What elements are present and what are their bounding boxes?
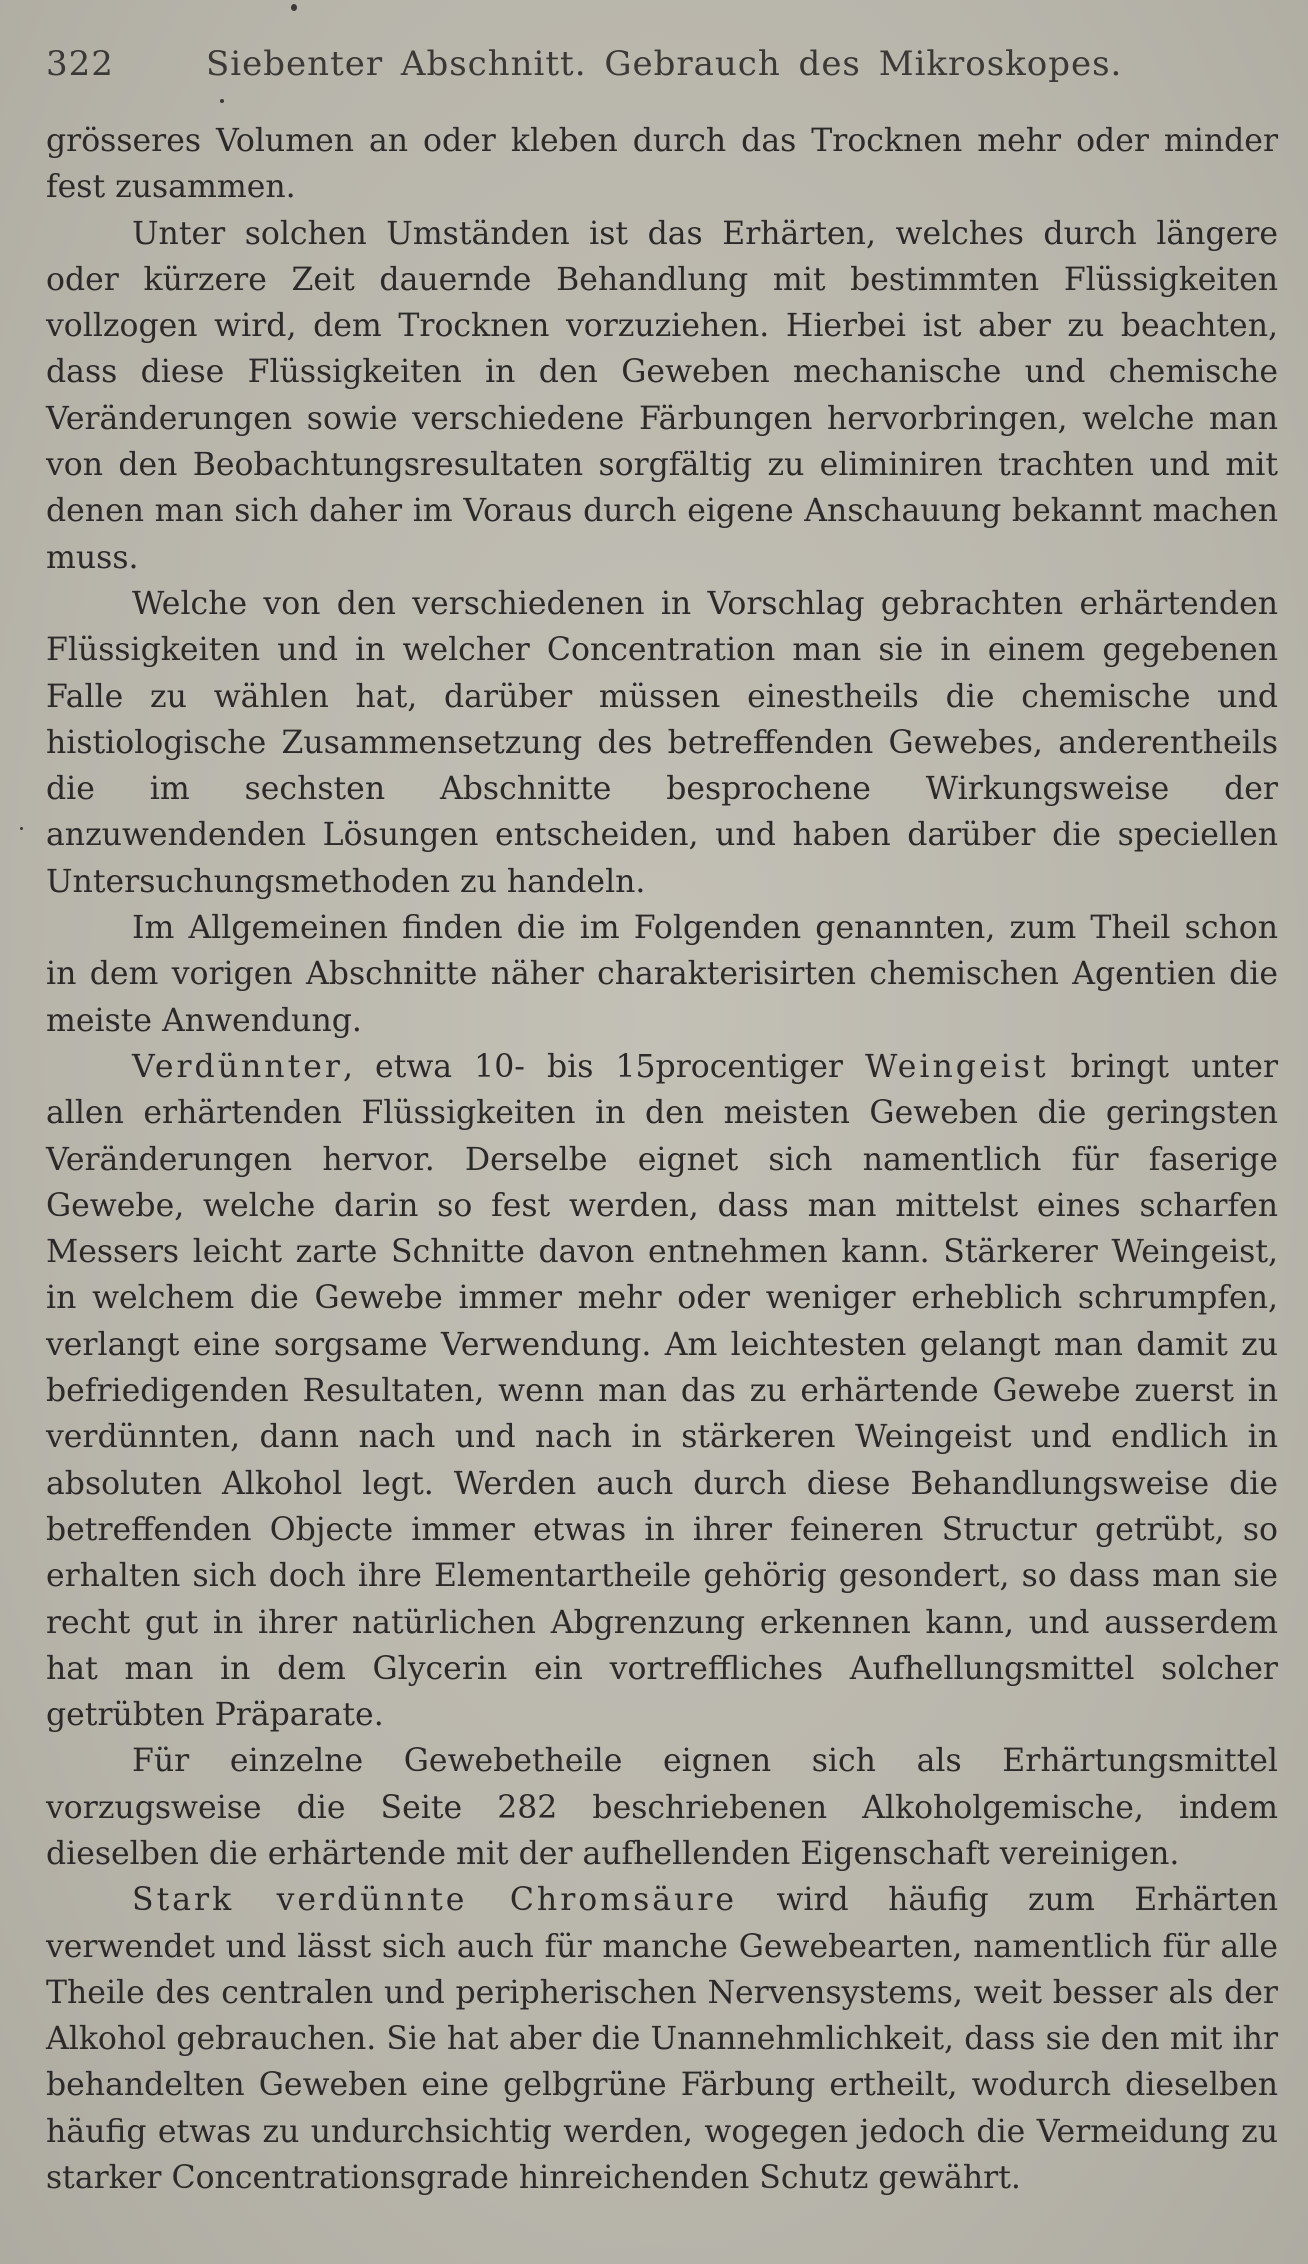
paragraph (46, 211, 1278, 581)
paragraph (46, 1877, 1278, 2201)
paragraph-text: Für einzelne Gewebetheile eignen sich als Erhärtungsmittel vorzugsweise die Seite 282 beschriebenen Alkoholgemische, indem dieselben die erhärtende mit der aufhellenden Eigenschaft vereinigen. (46, 1743, 1278, 1872)
paragraph (46, 1738, 1278, 1877)
paragraph-text: grösseres Volumen an oder kleben durch das Trocknen mehr oder minder fest zusammen. (46, 123, 1278, 206)
paragraph-text: , etwa 10- bis 15procentiger (342, 1048, 865, 1085)
paragraph-text: Im Allgemeinen finden die im Folgenden genannten, zum Theil schon in dem vorigen Abschnitte näher charakterisirten chemischen Agentien die meiste Anwendung. (46, 910, 1278, 1039)
paragraph (46, 118, 1278, 211)
emphasized-term: Verdünnter (132, 1048, 343, 1085)
emphasized-term: Stark verdünnte Chromsäure (132, 1882, 738, 1919)
paragraph-text: bringt unter allen erhärtenden Flüssigkeiten in den meisten Geweben die geringsten Veränderungen hervor. Derselbe eignet sich namentlich für faserige Gewebe, welche darin so fest werden, dass man mittelst eines scharfen Messers leicht zarte Schnitte davon entnehmen kann. Stärkerer Weingeist, in welchem die Gewebe immer mehr oder weniger erheblich schrumpfen, verlangt eine sorgsame Verwendung. Am leichtesten gelangt man damit zu befriedigenden Resultaten, wenn man das zu erhärtende Gewebe zuerst in verdünnten, dann nach und nach in stärkeren Weingeist und endlich in absoluten Alkohol legt. Werden auch durch diese Behandlungsweise die betreffenden Objecte immer etwas in ihrer feineren Structur getrübt, so erhalten sich doch ihre Elementartheile gehörig gesondert, so dass man sie recht gut in ihrer natürlichen Abgrenzung erkennen kann, und ausserdem hat man in dem Glycerin ein vortreffliches Aufhellungsmittel solcher getrübten Präparate. (46, 1048, 1278, 1734)
paragraph (46, 905, 1278, 1044)
paragraph-text: Welche von den verschiedenen in Vorschlag gebrachten erhärtenden Flüssigkeiten und in welcher Concentration man sie in einem gegebenen Falle zu wählen hat, darüber müssen einestheils die chemische und histiologische Zusammensetzung des betreffenden Gewebes, anderentheils die im sechsten Abschnitte besprochene Wirkungsweise der anzuwendenden Lösungen entscheiden, und haben darüber die speciellen Untersuchungsmethoden zu handeln. (46, 585, 1278, 900)
paragraph (46, 1044, 1278, 1738)
paragraph-text: wird häufig zum Erhärten verwendet und lässt sich auch für manche Gewebearten, namentlich für alle Theile des centralen und peripherischen Nervensystems, weit besser als der Alkohol gebrauchen. Sie hat aber die Unannehmlichkeit, dass sie den mit ihr behandelten Geweben eine gelbgrüne Färbung ertheilt, wodurch dieselben häufig etwas zu undurchsichtig werden, wogegen jedoch die Vermeidung zu starker Concentrationsgrade hinreichenden Schutz gewährt. (46, 1882, 1278, 2197)
paragraph (46, 581, 1278, 905)
running-header (46, 44, 1276, 104)
paragraph-text: Unter solchen Umständen ist das Erhärten, welches durch längere oder kürzere Zeit dauernde Behandlung mit bestimmten Flüssigkeiten vollzogen wird, dem Trocknen vorzuziehen. Hierbei ist aber zu beachten, dass diese Flüssigkeiten in den Geweben mechanische und chemische Veränderungen sowie verschiedene Färbungen hervorbringen, welche man von den Beobachtungsresultaten sorgfältig zu eliminiren trachten und mit denen man sich daher im Voraus durch eigene Anschauung bekannt machen muss. (46, 215, 1278, 576)
running-title: Siebenter Abschnitt. Gebrauch des Mikroskopes. (206, 44, 1123, 84)
print-speck (291, 4, 297, 11)
body-text (46, 118, 1278, 2201)
print-speck (20, 827, 23, 830)
emphasized-term: Weingeist (864, 1048, 1049, 1085)
page-number: 322 (46, 44, 114, 84)
